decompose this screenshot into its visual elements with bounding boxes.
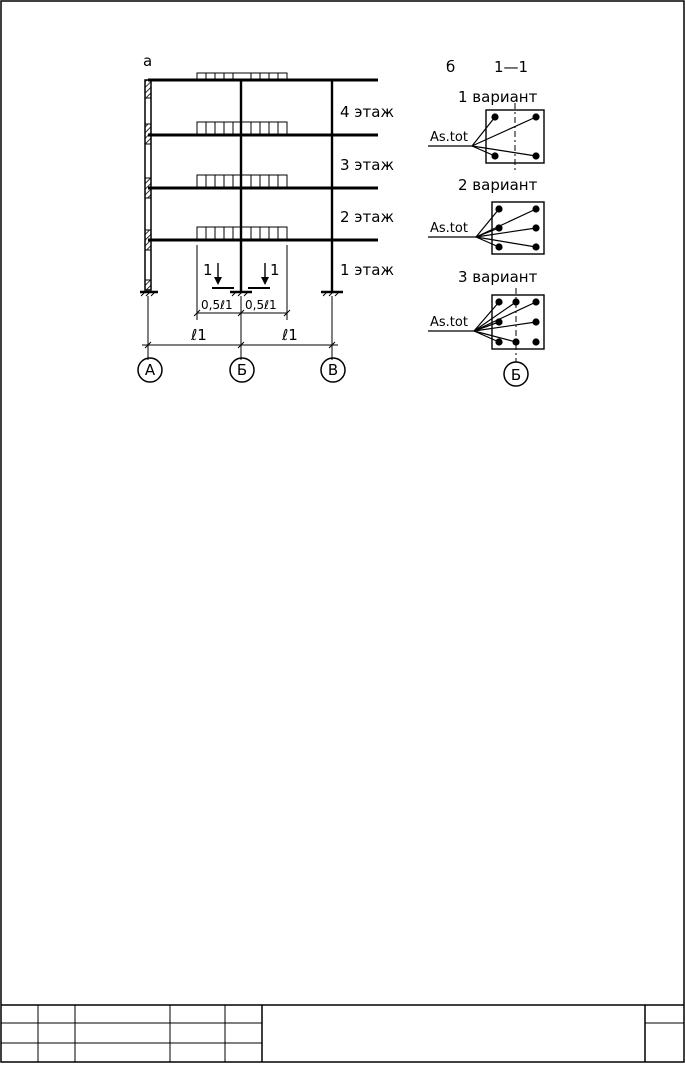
rebar — [532, 338, 539, 345]
span-label-right: ℓ1 — [282, 326, 298, 344]
section-mark-right — [248, 261, 280, 288]
frame-elevation — [138, 52, 394, 382]
title-block — [1, 1005, 684, 1062]
column-hatch — [145, 280, 151, 290]
column-hatch — [145, 80, 151, 98]
variant-1-title: 1 вариант — [458, 88, 538, 106]
variant-1-rebar-label: As.tot — [430, 130, 468, 145]
axis-label-v: В — [327, 361, 339, 379]
axis-label-b: Б — [236, 361, 248, 379]
section-title: 1—1 — [494, 58, 529, 76]
variant-2-title: 2 вариант — [458, 176, 538, 194]
variant-3-title: 3 вариант — [458, 268, 538, 286]
variant-2-rebar-label: As.tot — [430, 221, 468, 236]
section-mark-label: 1 — [270, 261, 280, 279]
panel-b-label: б — [446, 58, 456, 76]
panel-a-label: а — [143, 52, 153, 70]
dim-half-left: 0,5ℓ1 — [201, 298, 233, 312]
section-mark-left — [203, 261, 234, 288]
floor-label-3: 3 этаж — [340, 156, 394, 174]
section-axis-label: Б — [510, 366, 522, 384]
support-middle — [230, 292, 252, 296]
dim-half-right: 0,5ℓ1 — [245, 298, 277, 312]
section-variants — [428, 58, 544, 386]
floor-label-2: 2 этаж — [340, 208, 394, 226]
section-mark-label: 1 — [203, 261, 213, 279]
axis-label-a: А — [144, 361, 156, 379]
support-right — [321, 292, 343, 296]
variant-3-rebar-label: As.tot — [430, 315, 468, 330]
support-left — [140, 292, 158, 296]
span-label-left: ℓ1 — [191, 326, 207, 344]
floor-label-4: 4 этаж — [340, 103, 394, 121]
floor-label-1: 1 этаж — [340, 261, 394, 279]
span-dimension — [142, 296, 338, 360]
